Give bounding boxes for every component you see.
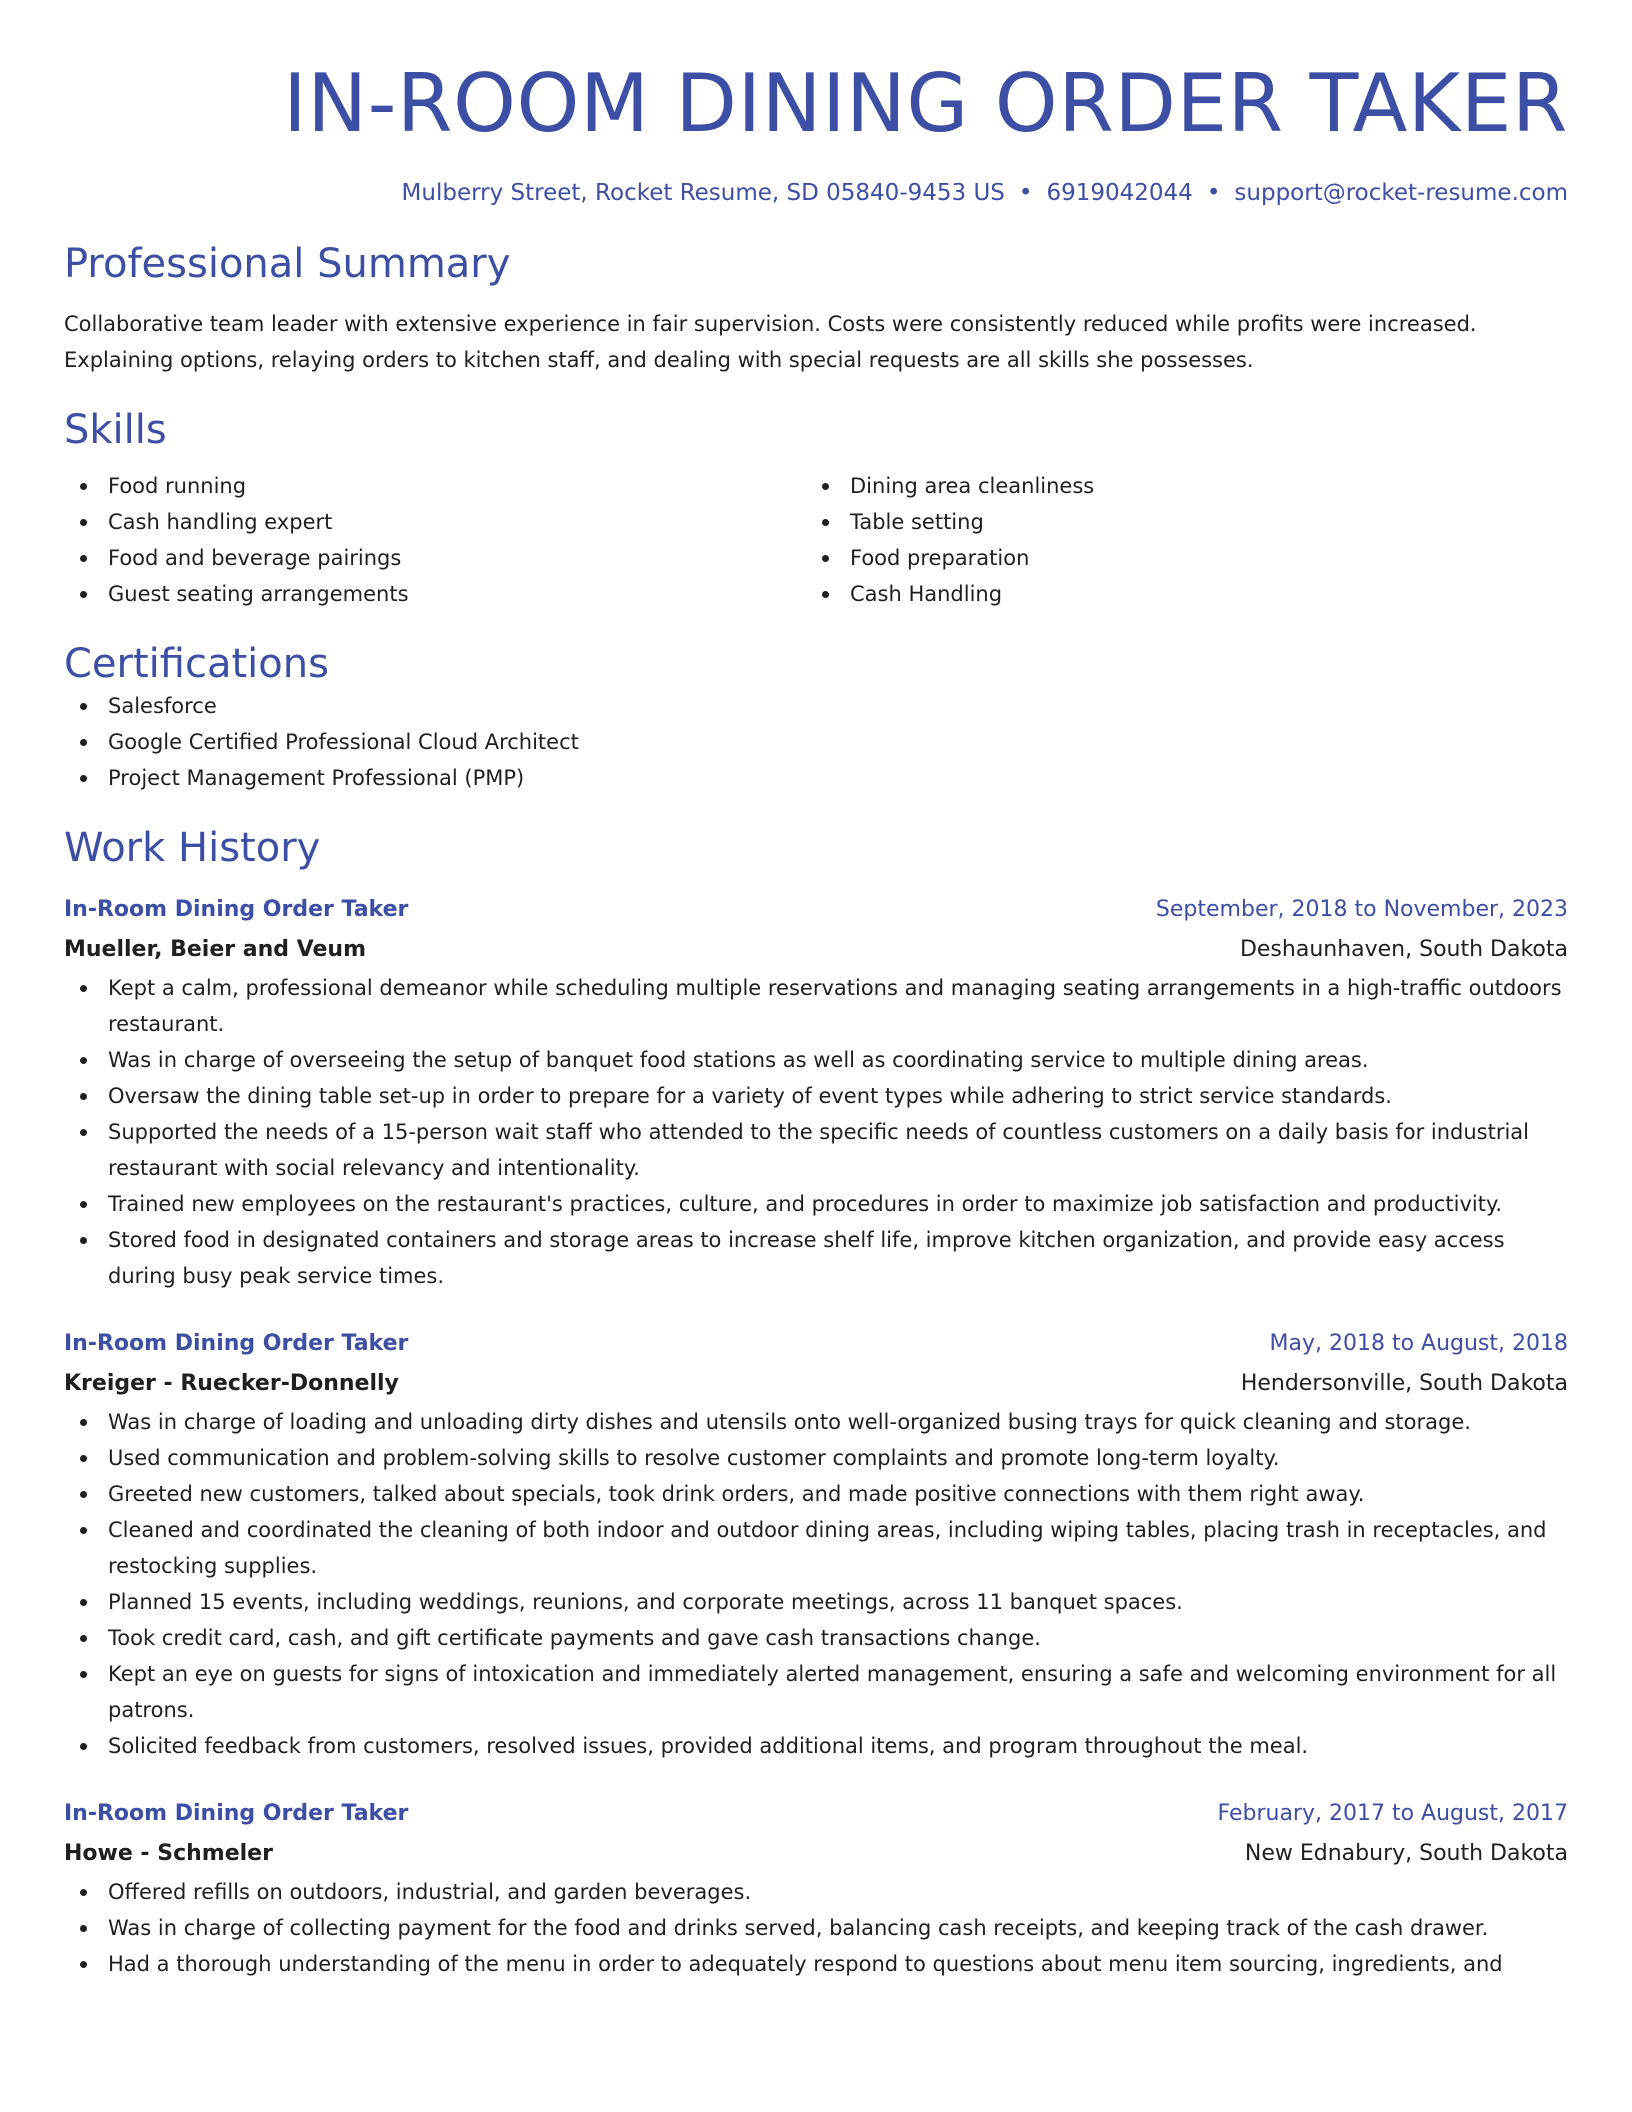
job-title-row (64, 890, 1568, 930)
certifications-list (64, 688, 1568, 796)
skill-item: Food preparation (806, 540, 1548, 576)
job-duties-list (64, 970, 1568, 1294)
summary-heading: Professional Summary (64, 241, 511, 287)
skill-item: Food running (64, 468, 806, 504)
certifications-heading: Certifications (64, 641, 329, 687)
job-location: Hendersonville, South Dakota (1240, 1371, 1568, 1396)
certifications-section (64, 640, 1568, 796)
job-duty: Offered refills on outdoors, industrial, and garden beverages. (64, 1874, 1568, 1910)
skills-column-left (64, 468, 806, 612)
job-duty: Had a thorough understanding of the menu in order to adequately respond to questions about menu item sourcing, ingredients, and (64, 1946, 1568, 1982)
contact-separator: • (1206, 180, 1221, 206)
job-company: Kreiger - Ruecker-Donnelly (64, 1371, 399, 1396)
job-entry (64, 1794, 1568, 1982)
contact-address: Mulberry Street, Rocket Resume, SD 05840-9453 US (401, 180, 1005, 206)
skills-list-right (806, 468, 1548, 612)
work-history-section (64, 824, 1568, 1982)
job-entry (64, 1324, 1568, 1764)
skill-item: Dining area cleanliness (806, 468, 1548, 504)
summary-text: Collaborative team leader with extensive experience in fair supervision. Costs were consistently reduced while profits were increased. Explaining options, relaying orders to kitchen staff, and dealing with special requests are all skills she possesses. (64, 312, 1477, 372)
skill-item: Guest seating arrangements (64, 576, 806, 612)
skill-item: Cash Handling (806, 576, 1548, 612)
job-company: Mueller, Beier and Veum (64, 937, 367, 962)
job-duty: Supported the needs of a 15-person wait staff who attended to the specific needs of countless customers on a daily basis for industrial restaurant with social relevancy and intentionality. (64, 1114, 1568, 1186)
resume-header (64, 0, 1568, 208)
job-title: In-Room Dining Order Taker (64, 897, 409, 922)
job-company: Howe - Schmeler (64, 1841, 273, 1866)
job-location: Deshaunhaven, South Dakota (1239, 937, 1568, 962)
summary-section (64, 240, 1568, 378)
work-history-heading: Work History (64, 825, 321, 871)
certification-item: Salesforce (64, 688, 1568, 724)
job-title: In-Room Dining Order Taker (64, 1801, 409, 1826)
job-duty: Kept an eye on guests for signs of intoxication and immediately alerted management, ensuring a safe and welcoming environment for all patrons. (64, 1656, 1568, 1728)
candidate-name: IN-ROOM DINING ORDER TAKER (283, 57, 1568, 150)
job-duties-list (64, 1874, 1568, 1982)
job-duty: Planned 15 events, including weddings, reunions, and corporate meetings, across 11 banquet spaces. (64, 1584, 1568, 1620)
skills-list-left (64, 468, 806, 612)
job-duty: Was in charge of loading and unloading dirty dishes and utensils onto well-organized busing trays for quick cleaning and storage. (64, 1404, 1568, 1440)
contact-separator: • (1018, 180, 1033, 206)
job-duty: Used communication and problem-solving skills to resolve customer complaints and promote long-term loyalty. (64, 1440, 1568, 1476)
job-dates: February, 2017 to August, 2017 (1217, 1801, 1568, 1826)
skill-item: Table setting (806, 504, 1548, 540)
job-duty: Was in charge of overseeing the setup of banquet food stations as well as coordinating service to multiple dining areas. (64, 1042, 1568, 1078)
job-title-row (64, 1324, 1568, 1364)
job-duty: Solicited feedback from customers, resolved issues, provided additional items, and program throughout the meal. (64, 1728, 1568, 1764)
job-duty: Oversaw the dining table set-up in order to prepare for a variety of event types while adhering to strict service standards. (64, 1078, 1568, 1114)
contact-line (64, 178, 1568, 208)
job-dates: May, 2018 to August, 2018 (1269, 1331, 1568, 1356)
job-duty: Greeted new customers, talked about specials, took drink orders, and made positive connections with them right away. (64, 1476, 1568, 1512)
job-duty: Cleaned and coordinated the cleaning of both indoor and outdoor dining areas, including wiping tables, placing trash in receptacles, and restocking supplies. (64, 1512, 1568, 1584)
job-duty: Was in charge of collecting payment for the food and drinks served, balancing cash receipts, and keeping track of the cash drawer. (64, 1910, 1568, 1946)
job-company-row (64, 1364, 1568, 1404)
job-location: New Ednabury, South Dakota (1244, 1841, 1568, 1866)
job-title: In-Room Dining Order Taker (64, 1331, 409, 1356)
skill-item: Food and beverage pairings (64, 540, 806, 576)
certification-item: Google Certified Professional Cloud Architect (64, 724, 1568, 760)
job-duty: Trained new employees on the restaurant's practices, culture, and procedures in order to maximize job satisfaction and productivity. (64, 1186, 1568, 1222)
job-title-row (64, 1794, 1568, 1834)
job-duty: Took credit card, cash, and gift certificate payments and gave cash transactions change. (64, 1620, 1568, 1656)
job-duty: Kept a calm, professional demeanor while scheduling multiple reservations and managing seating arrangements in a high-traffic outdoors restaurant. (64, 970, 1568, 1042)
job-entry (64, 890, 1568, 1294)
job-company-row (64, 1834, 1568, 1874)
contact-email: support@rocket-resume.com (1234, 180, 1568, 206)
skills-column-right (806, 468, 1548, 612)
job-company-row (64, 930, 1568, 970)
certification-item: Project Management Professional (PMP) (64, 760, 1568, 796)
job-duty: Stored food in designated containers and storage areas to increase shelf life, improve kitchen organization, and provide easy access during busy peak service times. (64, 1222, 1568, 1294)
skills-heading: Skills (64, 407, 167, 453)
job-dates: September, 2018 to November, 2023 (1155, 897, 1568, 922)
skills-section (64, 406, 1568, 612)
contact-phone: 6919042044 (1046, 180, 1193, 206)
skill-item: Cash handling expert (64, 504, 806, 540)
skills-grid (64, 468, 1568, 612)
job-duties-list (64, 1404, 1568, 1764)
